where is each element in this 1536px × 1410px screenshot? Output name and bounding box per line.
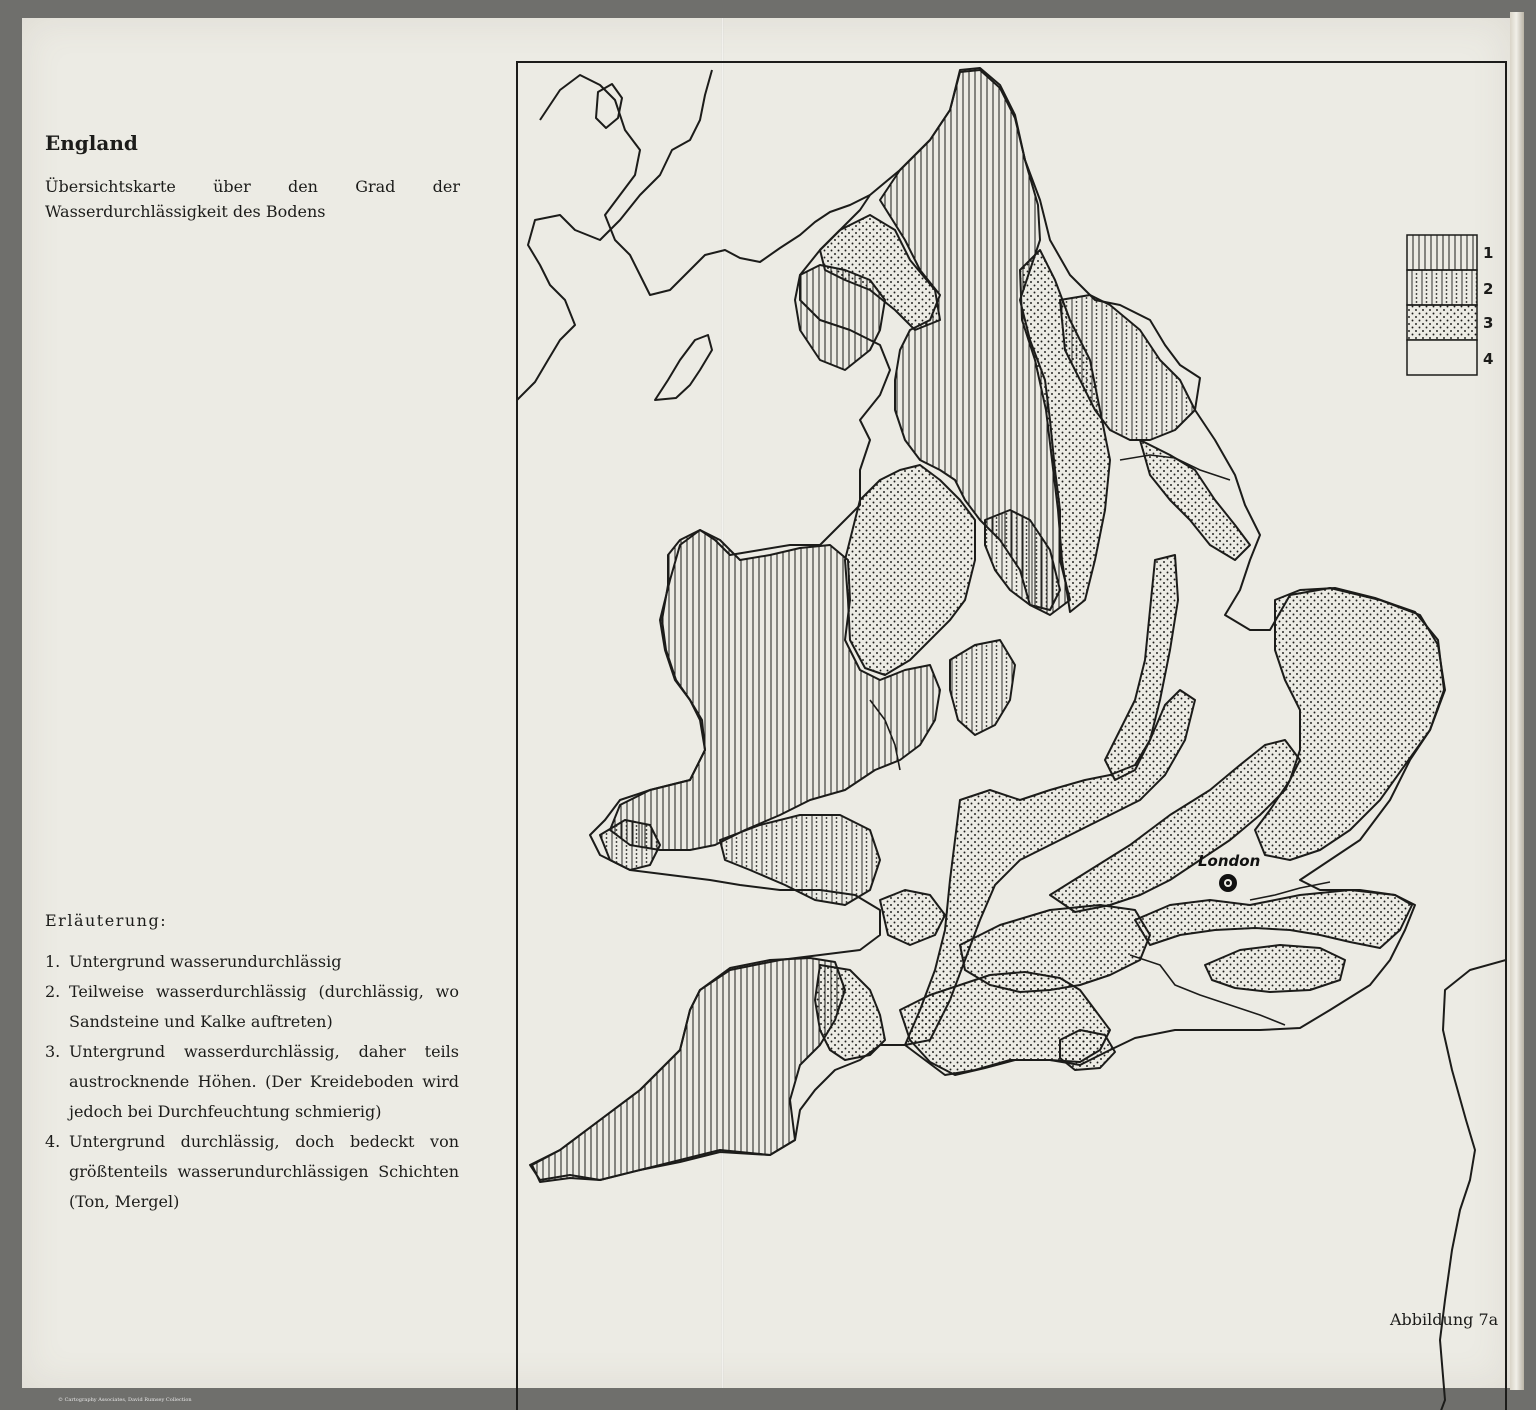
key-number: 1: [1483, 244, 1494, 262]
key-number: 3: [1483, 314, 1494, 332]
legend-heading: Erläuterung:: [45, 911, 168, 930]
key-swatch-partly-permeable: [1407, 270, 1477, 305]
map-layers: [517, 68, 1506, 1410]
legend-item-number: 2.: [45, 982, 61, 1001]
region-impermeable-southwest: [532, 958, 845, 1182]
legend-item-text: Untergrund wasserundurchlässig: [69, 952, 342, 971]
legend-item-text: Untergrund durchlässig, doch bedeckt von größtenteils wasserundurchlässigen Schichten (Ton, Mergel): [69, 1132, 459, 1211]
map-title: England: [45, 131, 138, 155]
isle-of-man: [655, 335, 712, 400]
ireland-coastline: [517, 70, 712, 400]
legend-item-number: 1.: [45, 952, 61, 971]
figure-label: Abbildung 7a: [1390, 1310, 1499, 1329]
london-marker: [1219, 874, 1237, 892]
london-label: London: [1198, 852, 1261, 870]
legend-item-number: 4.: [45, 1132, 61, 1151]
key-swatch-impermeable: [1407, 235, 1477, 270]
key-swatch-permeable: [1407, 305, 1477, 340]
legend-item-text: Teilweise wasserdurchlässig (durchlässig, wo Sandsteine und Kalke auftreten): [69, 982, 459, 1031]
key-number: 2: [1483, 280, 1494, 298]
map-key: [1407, 235, 1493, 375]
legend-item-text: Untergrund wasserdurchlässig, daher teils austrocknende Höhen. (Der Kreideboden wird jedoch bei Durchfeuchtung schmierig): [69, 1042, 459, 1121]
map-subtitle: Übersichtskarte über den Grad der Wasserdurchlässigkeit des Bodens: [45, 177, 460, 221]
key-number: 4: [1483, 350, 1494, 368]
france-coastline: [1280, 960, 1506, 1410]
legend-item-number: 3.: [45, 1042, 61, 1061]
copyright-note: © Cartography Associates, David Rumsey Collection: [58, 1397, 192, 1403]
ireland-lake: [596, 84, 622, 128]
key-swatch-covered: [1407, 340, 1477, 375]
